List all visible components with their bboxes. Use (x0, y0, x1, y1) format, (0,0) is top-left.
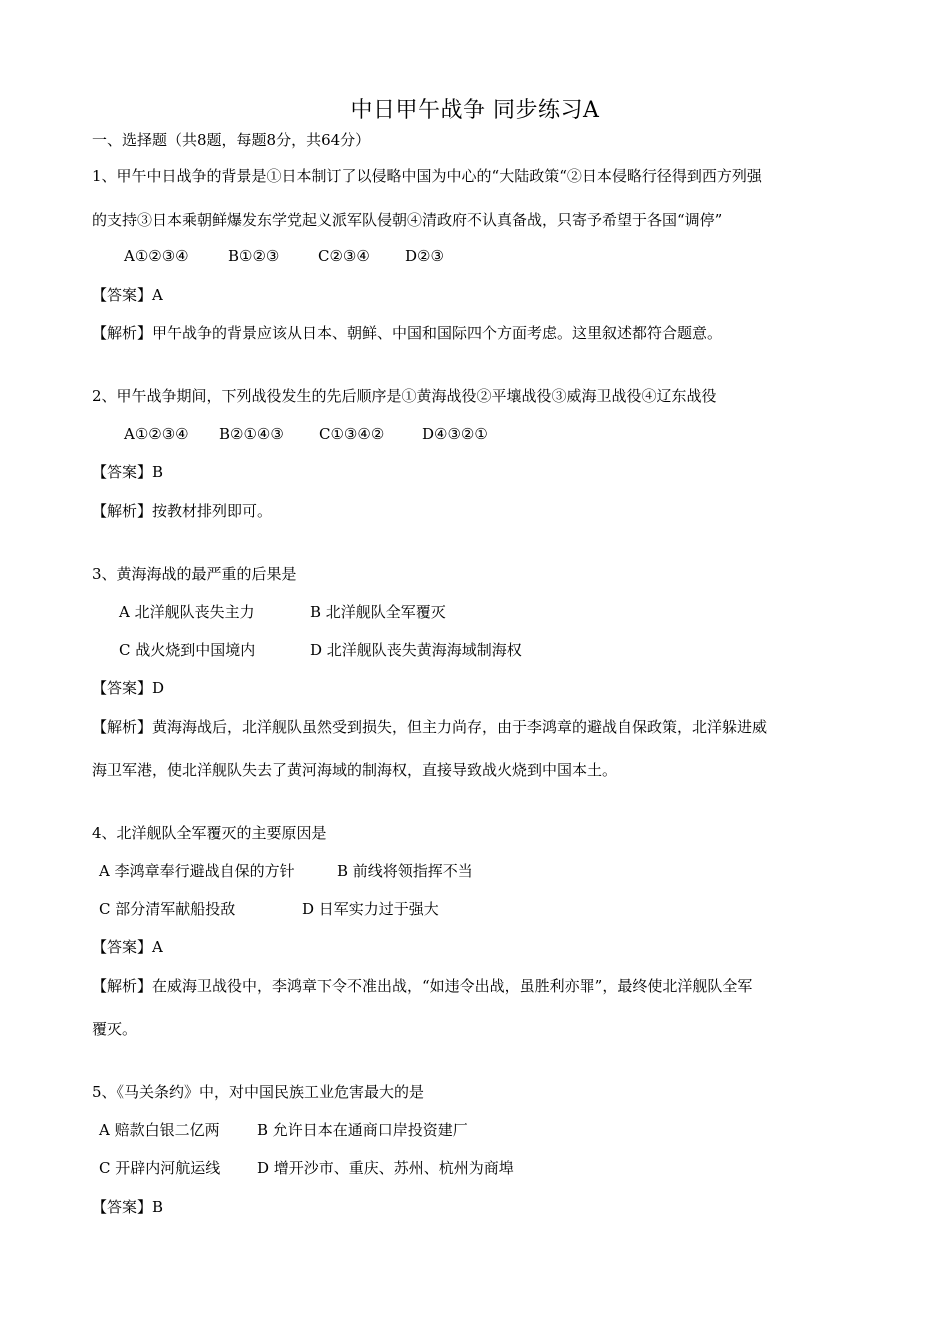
question-1-options (124, 245, 444, 267)
question-1-option-c: C②③④ (318, 247, 370, 265)
question-1-option-a: A①②③④ (124, 247, 189, 265)
question-3-stem: 3、黄海海战的最严重的后果是 (92, 565, 297, 583)
question-2-options (124, 423, 488, 445)
section-header: 一、选择题（共8题，每题8分，共64分） (92, 131, 371, 149)
question-5-option-d: D 增开沙市、重庆、苏州、杭州为商埠 (257, 1159, 514, 1177)
question-1-answer: 【答案】A (92, 286, 163, 304)
question-4-option-c: C 部分清军献船投敌 (99, 900, 236, 918)
question-3-option-b: B 北洋舰队全军覆灭 (310, 603, 446, 621)
question-1-stem-line-1: 1、甲午中日战争的背景是①日本制订了以侵略中国为中心的“大陆政策“②日本侵略行径得到西方列强 (92, 167, 762, 185)
question-4-options-row-2 (99, 898, 439, 920)
question-4-answer: 【答案】A (92, 938, 163, 956)
question-3-option-c: C 战火烧到中国境内 (119, 641, 256, 659)
question-4-stem: 4、北洋舰队全军覆灭的主要原因是 (92, 824, 327, 842)
question-3-option-a: A 北洋舰队丧失主力 (119, 603, 255, 621)
question-5-option-c: C 开辟内河航运线 (99, 1159, 221, 1177)
question-2-stem: 2、甲午战争期间，下列战役发生的先后顺序是①黄海战役②平壤战役③威海卫战役④辽东战役 (92, 387, 717, 405)
question-2-option-d: D④③②① (422, 425, 488, 443)
question-1-stem-line-2: 的支持③日本乘朝鲜爆发东学党起义派军队侵朝④清政府不认真备战，只寄予希望于各国“调停” (92, 211, 723, 229)
question-4-option-d: D 日军实力过于强大 (302, 900, 439, 918)
question-4-options-row-1 (99, 860, 473, 882)
question-3-options-row-1 (119, 601, 446, 623)
question-4-option-b: B 前线将领指挥不当 (337, 862, 473, 880)
question-3-option-d: D 北洋舰队丧失黄海海域制海权 (310, 641, 522, 659)
question-2-analysis: 【解析】按教材排列即可。 (92, 502, 273, 520)
question-4-option-a: A 李鸿章奉行避战自保的方针 (99, 862, 295, 880)
question-5-options-row-1 (99, 1119, 468, 1141)
question-3-options-row-2 (119, 639, 522, 661)
question-1-option-b: B①②③ (228, 247, 280, 265)
document-title: 中日甲午战争 同步练习A (350, 98, 600, 123)
question-5-option-a: A 赔款白银二亿两 (99, 1121, 220, 1139)
question-2-option-c: C①③④② (319, 425, 385, 443)
question-1-analysis: 【解析】甲午战争的背景应该从日本、朝鲜、中国和国际四个方面考虑。这里叙述都符合题意。 (92, 324, 723, 342)
question-5-option-b: B 允许日本在通商口岸投资建厂 (257, 1121, 468, 1139)
question-5-options-row-2 (99, 1157, 514, 1179)
question-2-option-a: A①②③④ (124, 425, 189, 443)
question-4-analysis-line-1: 【解析】在威海卫战役中，李鸿章下令不准出战，“如违令出战，虽胜利亦罪”，最终使北洋舰队全军 (92, 977, 753, 995)
question-3-answer: 【答案】D (92, 679, 165, 697)
question-2-option-b: B②①④③ (219, 425, 284, 443)
question-3-analysis-line-1: 【解析】黄海海战后，北洋舰队虽然受到损失，但主力尚存，由于李鸿章的避战自保政策，北洋躲进威 (92, 718, 768, 736)
question-1-option-d: D②③ (405, 247, 444, 265)
question-5-stem: 5、《马关条约》中，对中国民族工业危害最大的是 (92, 1083, 425, 1101)
question-4-analysis-line-2: 覆灭。 (92, 1020, 138, 1038)
question-2-answer: 【答案】B (92, 463, 164, 481)
question-5-answer: 【答案】B (92, 1198, 164, 1216)
question-3-analysis-line-2: 海卫军港，使北洋舰队失去了黄河海域的制海权，直接导致战火烧到中国本土。 (92, 761, 618, 779)
